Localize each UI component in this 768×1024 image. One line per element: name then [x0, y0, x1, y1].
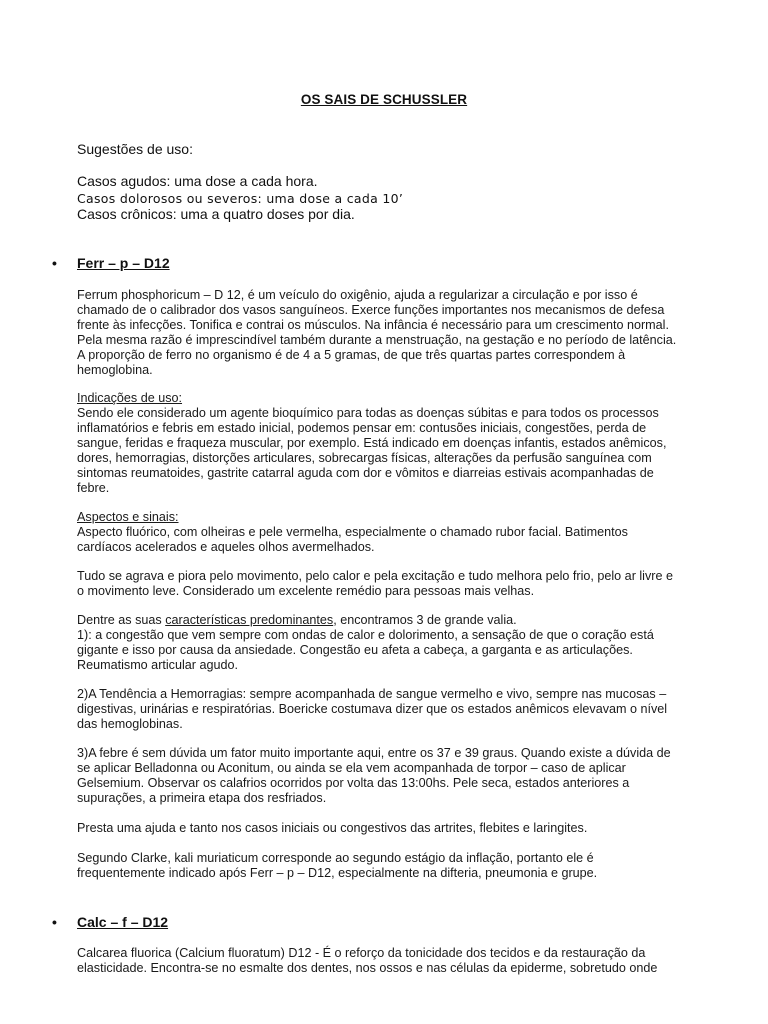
paragraph-hemorrhage [77, 687, 697, 732]
text-line: elasticidade. Encontra-se no esmalte dos dentes, nos ossos e nas células da epiderme, sobretudo onde [77, 961, 658, 975]
text-line: cardíacos acelerados e aqueles olhos avermelhados. [77, 540, 375, 554]
section-title: Ferr – p – D12 [77, 255, 170, 271]
section-title: Calc – f – D12 [77, 914, 169, 930]
document-title: OS SAIS DE SCHUSSLER [300, 92, 468, 107]
subheading-indicacoes: Indicações de uso: [77, 391, 183, 405]
text-line: gigante e isso por causa da ansiedade. Congestão eu afeta a cabeça, a garganta e as articulações. [77, 643, 633, 657]
section-heading-ferr-p [52, 255, 170, 271]
text-line: Pela mesma razão é imprescindível também durante a menstruação, na gestação e no período de latência. [77, 333, 677, 347]
subheading-aspectos: Aspectos e sinais: [77, 510, 179, 524]
text-line: Reumatismo articular agudo. [77, 658, 238, 672]
intro-line-chronic: Casos crônicos: uma a quatro doses por dia. [77, 206, 355, 222]
paragraph-characteristics [77, 613, 697, 673]
text-line: inflamatórios e febris em estado inicial, podemos pensar em: contusões iniciais, congestões, perda de [77, 421, 647, 435]
section-heading-calc-f [52, 914, 168, 930]
text-line: sangue, feridas e fraqueza muscular, por exemplo. Está indicado em doenças infantis, estados anêmicos, [77, 436, 667, 450]
text-line: 1): a congestão que vem sempre com ondas de calor e dolorimento, a sensação de que o coração está [77, 628, 654, 642]
text-line: Dentre as suas características predominantes, encontramos 3 de grande valia. [77, 613, 517, 627]
bullet-icon: • [52, 255, 57, 271]
bullet-icon: • [52, 914, 57, 930]
text-line: Calcarea fluorica (Calcium fluoratum) D12 - É o reforço da tonicidade dos tecidos e da restauração da [77, 946, 646, 960]
text-line: A proporção de ferro no organismo é de 4 a 5 gramas, de que três quartas partes correspondem à [77, 348, 626, 362]
paragraph-fever [77, 746, 697, 806]
intro-line-acute: Casos agudos: uma dose a cada hora. [77, 173, 318, 189]
text-line: 3)A febre é sem dúvida um fator muito importante aqui, entre os 37 e 39 graus. Quando existe a dúvida de [77, 746, 671, 760]
text-line: dores, hemorragias, distorções articulares, sobrecargas físicas, alterações da perfusão sanguínea com [77, 451, 652, 465]
text-line: o movimento leve. Considerado um excelente remédio para pessoas mais velhas. [77, 584, 535, 598]
text-line: Aspecto fluórico, com olheiras e pele vermelha, especialmente o chamado rubor facial. Batimentos [77, 525, 628, 539]
text-line: supurações, a primeira etapa dos resfriados. [77, 791, 327, 805]
text-line: Ferrum phosphoricum – D 12, é um veículo do oxigênio, ajuda a regularizar a circulação e por isso é [77, 288, 638, 302]
paragraph-modalities [77, 569, 697, 599]
text-line: 2)A Tendência a Hemorragias: sempre acompanhada de sangue vermelho e vivo, sempre nas mucosas – [77, 687, 667, 701]
text-line: digestivas, urinárias e respiratórias. Boericke costumava dizer que os estados anêmicos elevavam o nível [77, 702, 668, 716]
text-line: Presta uma ajuda e tanto nos casos iniciais ou congestivos das artrites, flebites e laringites. [77, 821, 588, 835]
paragraph-calcarea-description [77, 946, 697, 976]
text-line: Tudo se agrava e piora pelo movimento, pelo calor e pela excitação e tudo melhora pelo frio, pelo ar livre e [77, 569, 673, 583]
text-line: Gelsemium. Observar os calafrios ocorridos por volta das 13:00hs. Pele seca, estados anteriores a [77, 776, 630, 790]
paragraph-indications [77, 391, 697, 496]
intro-line-severe: Casos dolorosos ou severos: uma dose a cada 10’ [77, 191, 404, 206]
text-line: febre. [77, 481, 110, 495]
text-line: hemoglobina. [77, 363, 153, 377]
text-line: sintomas reumatoides, gastrite catarral aguda com dor e vômitos e diarreias estivais acompanhadas de [77, 466, 654, 480]
characteristics-underlined: características predominantes [165, 613, 334, 627]
paragraph-ferrum-description [77, 288, 697, 378]
paragraph-aspects [77, 510, 697, 555]
intro-heading: Sugestões de uso: [77, 141, 193, 157]
text-line: se aplicar Belladonna ou Aconitum, ou ainda se ela vem acompanhada de torpor – caso de aplicar [77, 761, 626, 775]
paragraph-help [77, 821, 697, 836]
paragraph-clarke [77, 851, 697, 881]
text-line: Sendo ele considerado um agente bioquímico para todas as doenças súbitas e para todos os processos [77, 406, 659, 420]
text-line: Segundo Clarke, kali muriaticum corresponde ao segundo estágio da inflação, portanto ele é [77, 851, 594, 865]
text-line: chamado de o calibrador dos vasos sanguíneos. Exerce funções importantes nos mecanismos de defesa [77, 303, 665, 317]
text-line: frequentemente indicado após Ferr – p – D12, especialmente na difteria, pneumonia e grupe. [77, 866, 598, 880]
text-line: das hemoglobinas. [77, 717, 183, 731]
text-line: frente às infecções. Tonifica e contrai os músculos. Na infância é necessário para um crescimento normal. [77, 318, 669, 332]
